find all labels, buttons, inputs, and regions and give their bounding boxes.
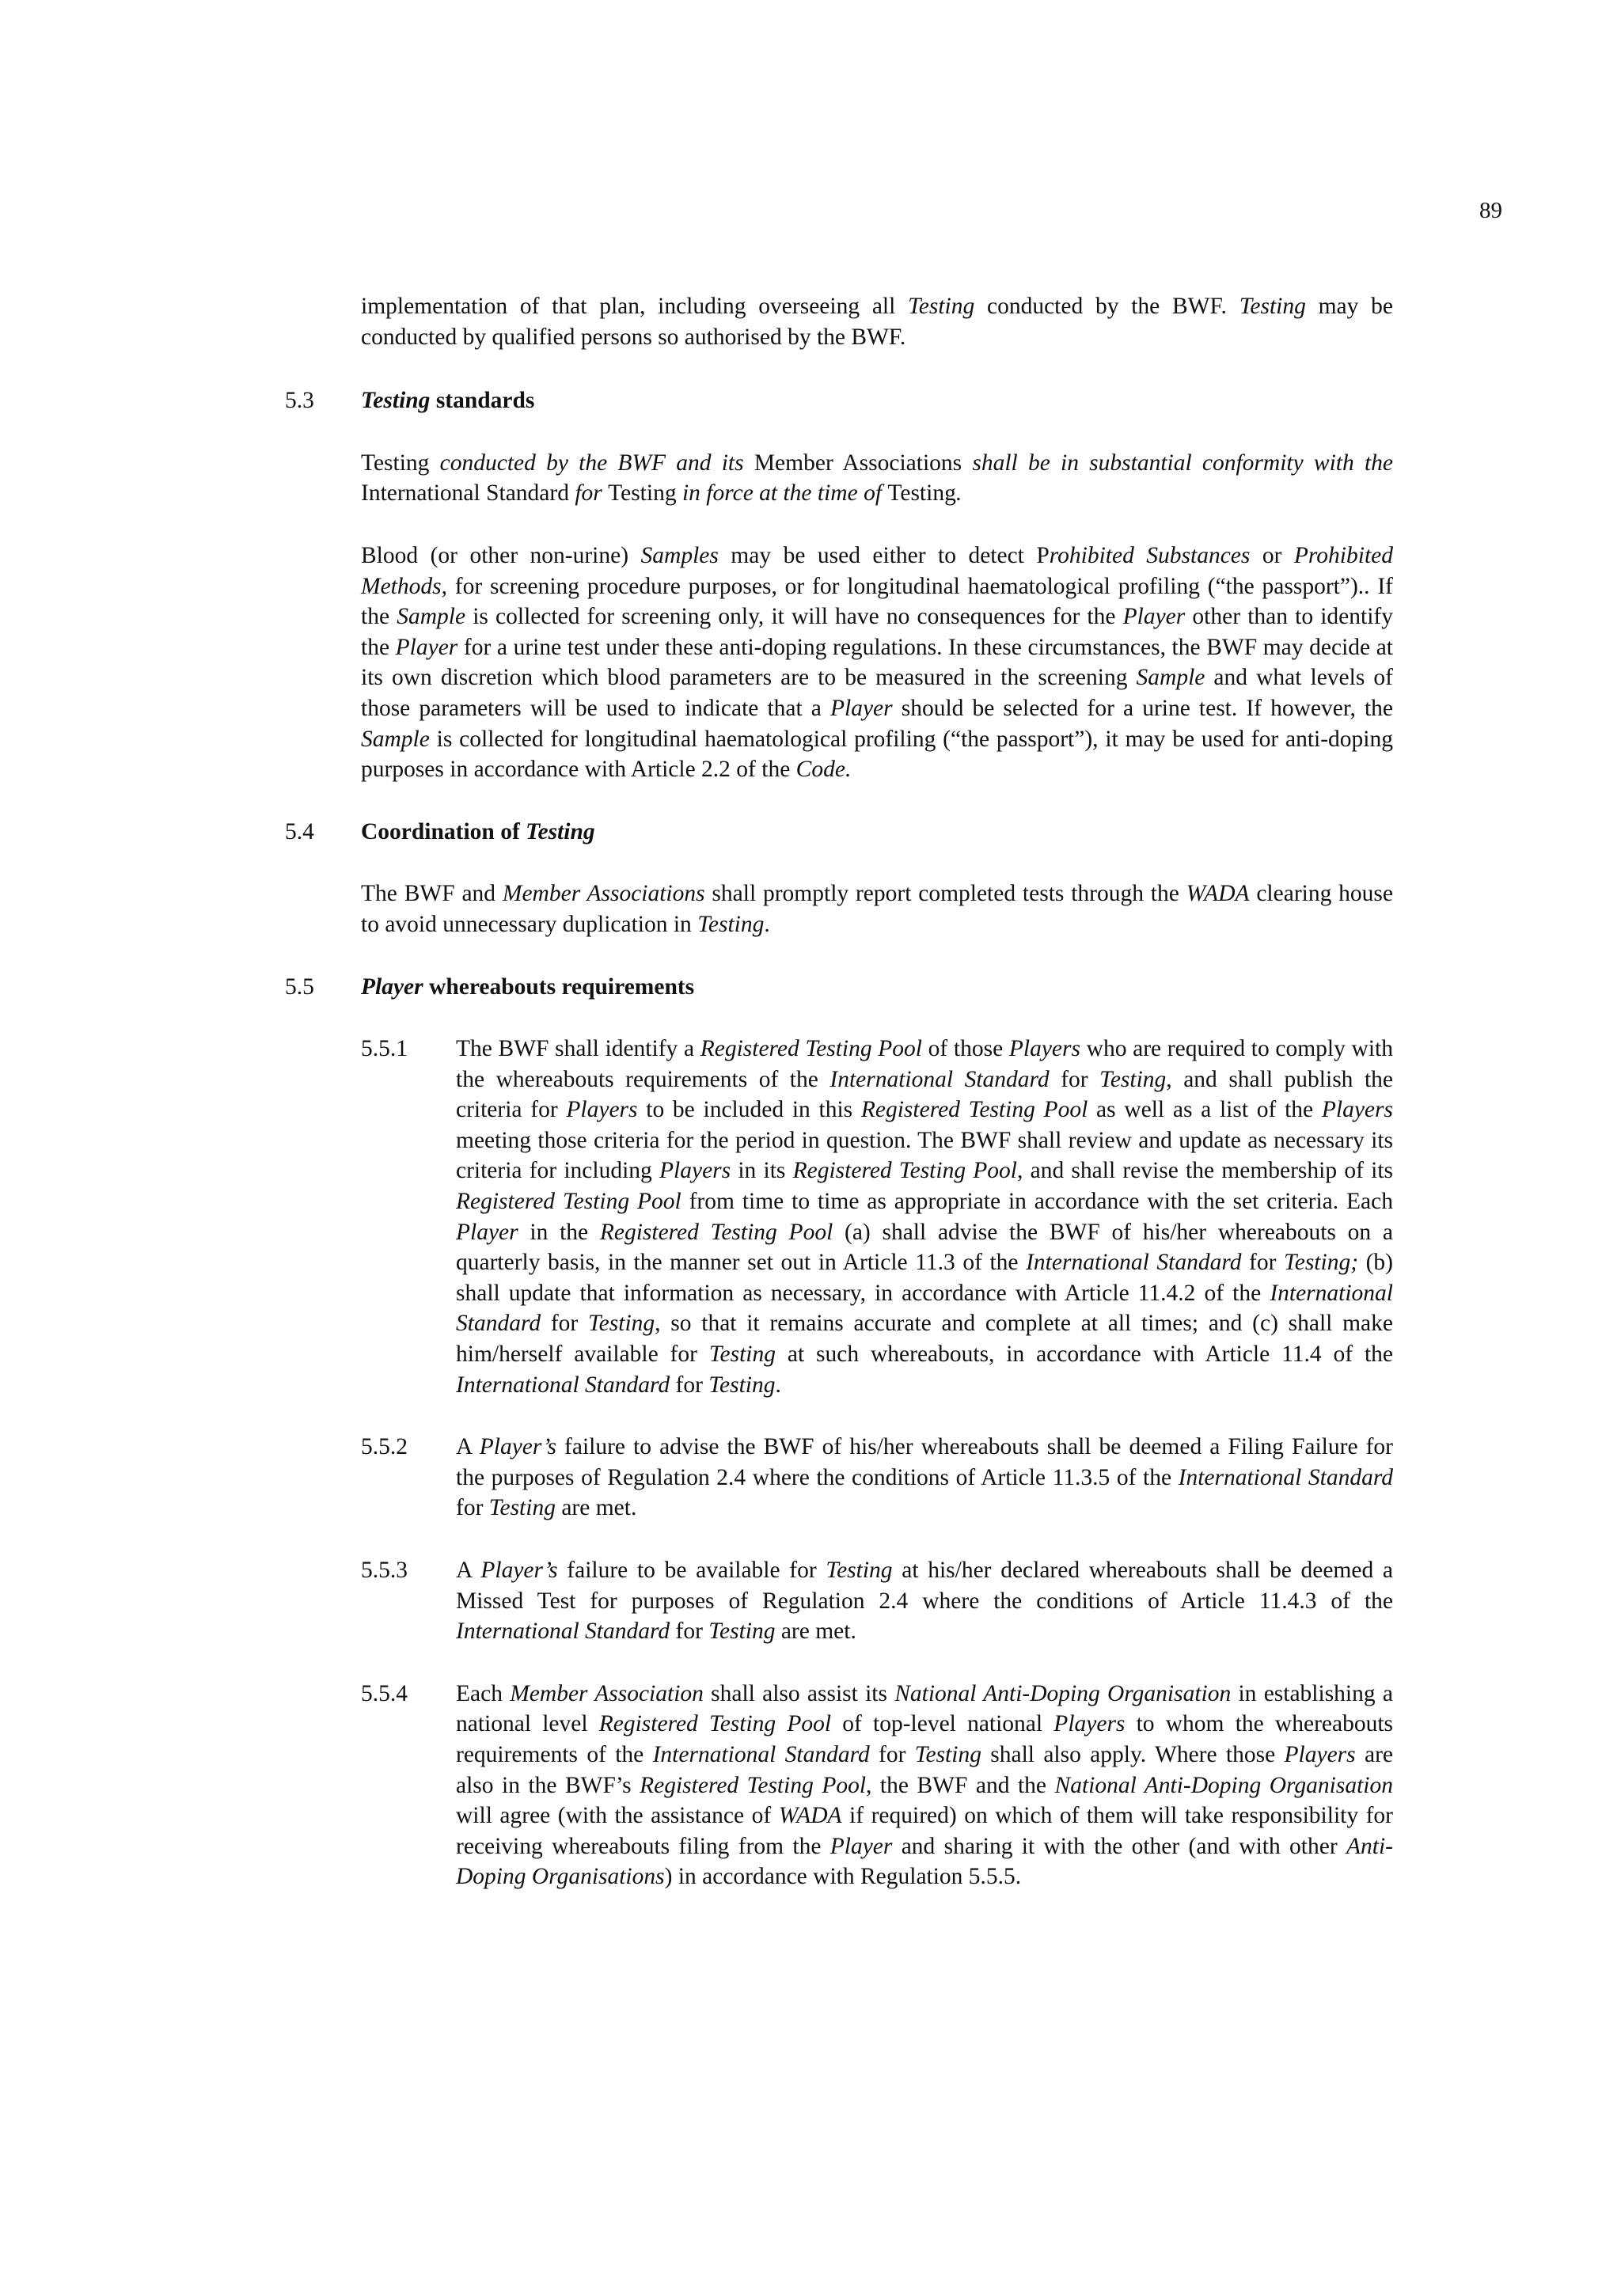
document-body <box>285 291 1393 1892</box>
italic-term: Players <box>1008 1036 1080 1062</box>
text-run: Testing <box>608 480 677 507</box>
italic-term: Player <box>1122 604 1186 630</box>
text-run: if required) on which of them will take responsibility for receiving whereabouts filing from the <box>456 1803 1394 1859</box>
text-run: as well as a list of the <box>1088 1097 1322 1123</box>
text-run: may be used either to detect P <box>718 542 1050 568</box>
italic-term: Testing <box>708 1342 776 1368</box>
italic-term: Testing <box>488 1495 556 1521</box>
section-number: 5.3 <box>285 388 314 414</box>
text-run: to whom the whereabouts requirements of the <box>456 1711 1394 1767</box>
text-run: Testing <box>887 480 956 507</box>
section-title-text: standards <box>430 388 535 414</box>
text-run: meeting those criteria for the period in question. The BWF shall review and update as necessary its criteria for including <box>456 1127 1393 1184</box>
text-run: (b) shall update that information as necessary, in accordance with Article 11.4.2 of the <box>456 1250 1394 1306</box>
section-heading-5-5 <box>285 972 1393 1003</box>
text-run: in its <box>731 1158 793 1184</box>
text-run: for a urine test under these anti-doping regulations. In these circumstances, the BWF may decide at its own discretion which blood parameters are to be measured in the screening <box>361 634 1394 691</box>
text-run: in the <box>518 1219 600 1245</box>
italic-term: Testing <box>826 1558 893 1583</box>
italic-term: for <box>568 480 609 507</box>
italic-term: Sample <box>1136 665 1205 691</box>
italic-term: International Standard <box>1026 1250 1242 1276</box>
italic-term: Prohibited Methods, <box>361 542 1393 599</box>
italic-term: Testing <box>587 1311 655 1337</box>
subsection-text <box>456 1555 1393 1647</box>
text-run: to be included in this <box>637 1097 861 1123</box>
text-run: for <box>670 1372 709 1398</box>
italic-term: Registered Testing Pool <box>792 1158 1018 1184</box>
italic-term: Player <box>829 695 893 721</box>
italic-term: Member Associations <box>502 881 705 907</box>
italic-term: International Standard <box>456 1372 670 1398</box>
text-run: for <box>670 1619 709 1645</box>
text-run: (a) shall advise the BWF of his/her whereabouts on a quarterly basis, in the manner set out in Article 11.3 of the <box>456 1219 1393 1276</box>
text-run: International Standard <box>361 480 569 507</box>
text-run: may be conducted by qualified persons so authorised by the BWF. <box>361 294 1393 350</box>
italic-term: International Standard <box>456 1619 670 1645</box>
section-title-italic: Player <box>361 973 423 1000</box>
text-run: for <box>541 1311 588 1337</box>
italic-term: International Standard <box>1178 1464 1393 1490</box>
text-run: shall promptly report completed tests through the <box>704 881 1186 907</box>
italic-term: Player <box>829 1833 893 1859</box>
text-run: other than to identify the <box>361 604 1393 660</box>
text-run: Blood (or other non-urine) <box>361 542 641 568</box>
text-run: shall also assist its <box>703 1680 895 1706</box>
italic-term: Registered Testing Pool <box>860 1097 1088 1123</box>
text-run: and sharing it with the other (and with other <box>892 1833 1346 1859</box>
subsection-5-5-4 <box>361 1679 1393 1892</box>
italic-term: Registered Testing Pool <box>599 1219 833 1245</box>
text-run: is collected for screening only, it will have no consequences for the <box>465 604 1123 630</box>
text-run: for <box>456 1495 489 1521</box>
italic-term: Player’s <box>479 1434 556 1460</box>
text-run: . <box>775 1372 781 1398</box>
text-run: ) in accordance with Regulation 5.5.5. <box>664 1864 1022 1890</box>
italic-term: Testing <box>908 294 975 319</box>
text-run: Member Associations <box>754 450 962 476</box>
text-run: from time to time as appropriate in accordance with the set criteria. Each <box>681 1189 1393 1215</box>
italic-term: National Anti-Doping Organisation <box>1054 1772 1393 1798</box>
text-run: for <box>1049 1066 1100 1092</box>
text-run: for <box>1241 1250 1285 1276</box>
intro-paragraph <box>361 291 1393 352</box>
text-run: is collected for longitudinal haematological profiling (“the passport”), it may be used for anti-doping purposes in accordance with Article 2.2 of the <box>361 726 1393 783</box>
text-run: shall also apply. Where those <box>981 1741 1285 1767</box>
text-run: , the BWF and the <box>866 1772 1055 1798</box>
text-run: conducted by the BWF. <box>974 294 1239 319</box>
italic-term: Players <box>1321 1097 1393 1123</box>
italic-term: Registered Testing Pool <box>598 1711 832 1737</box>
subsection-5-5-1 <box>361 1034 1393 1400</box>
section-5-3-paragraph-2 <box>361 541 1393 785</box>
text-run: of top-level national <box>831 1711 1054 1737</box>
italic-term: Players <box>1053 1711 1126 1737</box>
text-run: Testing <box>361 450 430 476</box>
text-run: should be selected for a urine test. If however, the <box>892 695 1393 721</box>
text-run: are met. <box>555 1495 637 1521</box>
italic-term: Anti-Doping Organisations <box>456 1833 1393 1890</box>
section-title-text: whereabouts requirements <box>423 973 695 1000</box>
subsection-text <box>456 1034 1393 1400</box>
italic-term: Member Association <box>510 1680 704 1706</box>
italic-term: Testing <box>708 1372 776 1398</box>
text-run: in establishing a national level <box>456 1680 1393 1737</box>
text-run: . <box>764 911 770 937</box>
subsection-number: 5.5.3 <box>361 1558 408 1583</box>
text-run: for <box>869 1741 915 1767</box>
subsection-text <box>456 1679 1393 1892</box>
section-number: 5.5 <box>285 973 314 1000</box>
italic-term: conducted by the BWF and its <box>429 450 754 476</box>
text-run: for screening procedure purposes, or for longitudinal haematological profiling (“the passport”).. If the <box>361 573 1393 630</box>
text-run: The BWF and <box>361 881 503 907</box>
text-run: are met. <box>775 1619 856 1645</box>
italic-term: Registered Testing Pool <box>640 1772 867 1798</box>
text-run: failure to advise the BWF of his/her whereabouts shall be deemed a Filing Failure for the purposes of Regulation 2.4 where the conditions of Article 11.3.5 of the <box>456 1434 1393 1490</box>
subsection-5-5-2 <box>361 1432 1393 1524</box>
text-run: are also in the BWF’s <box>456 1741 1393 1798</box>
section-number: 5.4 <box>285 818 314 844</box>
italic-term: Players <box>566 1097 638 1123</box>
section-5-4-paragraph-1 <box>361 879 1393 939</box>
subsection-number: 5.5.4 <box>361 1680 408 1706</box>
text-run: or <box>1250 542 1294 568</box>
italic-term: Testing <box>1099 1066 1167 1092</box>
text-run: at his/her declared whereabouts shall be deemed a Missed Test for purposes of Regulation 2.4 where the conditions of Article 11.4.3 of the <box>456 1558 1393 1614</box>
section-title-italic: Testing <box>526 818 595 844</box>
section-title-italic: Testing <box>361 388 431 414</box>
italic-term: shall be in substantial conformity with the <box>962 450 1393 476</box>
subsection-5-5-3 <box>361 1555 1393 1647</box>
italic-term: International Standard <box>652 1741 870 1767</box>
italic-term: . <box>955 480 962 507</box>
text-run: and what levels of those parameters will be used to indicate that a <box>361 665 1393 721</box>
italic-term: Testing <box>1239 294 1306 319</box>
text-run: , and shall publish the criteria for <box>456 1066 1393 1123</box>
text-run: at such whereabouts, in accordance with Article 11.4 of the <box>776 1342 1393 1368</box>
text-run: Each <box>456 1680 511 1706</box>
italic-term: WADA <box>1186 881 1250 907</box>
italic-term: Testing; <box>1284 1250 1359 1276</box>
italic-term: Player <box>395 634 458 660</box>
italic-term: Testing <box>697 911 765 937</box>
text-run: will agree (with the assistance of <box>456 1803 779 1829</box>
italic-term: WADA <box>778 1803 842 1829</box>
text-run: , and shall revise the membership of its <box>1017 1158 1393 1184</box>
section-heading-5-4 <box>285 817 1393 848</box>
text-run: implementation of that plan, including overseeing all <box>361 294 909 319</box>
text-run: clearing house to avoid unnecessary duplication in <box>361 881 1393 937</box>
italic-term: International Standard <box>829 1066 1050 1092</box>
italic-term: Player’s <box>480 1558 558 1583</box>
italic-term: Sample <box>397 604 466 630</box>
italic-term: Players <box>659 1158 731 1184</box>
italic-term: rohibited Substances <box>1049 542 1251 568</box>
text-run: A <box>456 1558 481 1583</box>
italic-term: Registered Testing Pool <box>456 1189 681 1215</box>
page-number: 89 <box>1479 198 1502 223</box>
italic-term: Player <box>456 1219 518 1245</box>
italic-term: Sample <box>361 726 430 752</box>
italic-term: Testing <box>914 1741 981 1767</box>
subsection-number: 5.5.2 <box>361 1434 408 1460</box>
subsection-text <box>456 1432 1393 1524</box>
italic-term: Samples <box>640 542 719 568</box>
text-run: , so that it remains accurate and complete at all times; and (c) shall make him/herself available for <box>456 1311 1393 1368</box>
italic-term: Code. <box>795 757 852 783</box>
section-heading-5-3 <box>285 385 1393 416</box>
italic-term: Testing <box>708 1619 776 1645</box>
section-title-text: Coordination of <box>361 818 526 844</box>
text-run: who are required to comply with the whereabouts requirements of the <box>456 1036 1393 1092</box>
text-run: failure to be available for <box>557 1558 826 1583</box>
section-5-3-paragraph-1 <box>361 448 1393 509</box>
italic-term: Players <box>1284 1741 1356 1767</box>
italic-term: Registered Testing Pool <box>700 1036 922 1062</box>
text-run: The BWF shall identify a <box>456 1036 700 1062</box>
italic-term: International Standard <box>456 1280 1393 1337</box>
text-run: A <box>456 1434 480 1460</box>
italic-term: National Anti-Doping Organisation <box>894 1680 1232 1706</box>
text-run: of those <box>922 1036 1009 1062</box>
subsection-number: 5.5.1 <box>361 1036 408 1062</box>
italic-term: in force at the time of <box>676 480 888 507</box>
